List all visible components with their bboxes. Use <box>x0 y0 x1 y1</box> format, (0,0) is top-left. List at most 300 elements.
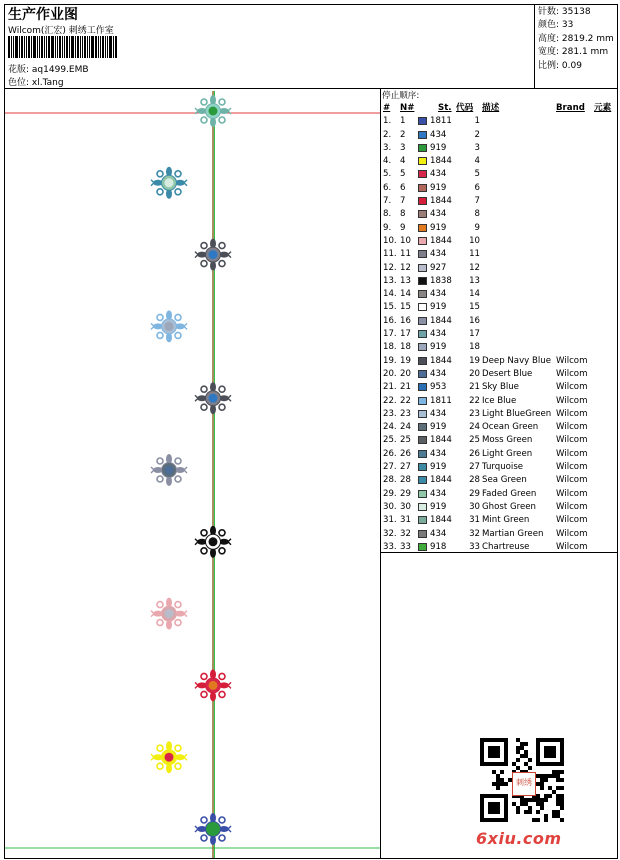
embroidery-motif <box>195 382 231 414</box>
row-stitches: 434 <box>430 448 447 459</box>
row-index: 8. <box>383 209 392 220</box>
row-code: 4 <box>474 156 480 167</box>
row-code: 20 <box>469 368 480 379</box>
color-swatch <box>418 264 427 272</box>
color-swatch <box>418 397 427 405</box>
row-brand: Wilcom <box>556 408 588 419</box>
row-needle: 4 <box>400 156 406 167</box>
row-index: 26. <box>383 448 397 459</box>
color-swatch <box>418 277 427 285</box>
color-swatch <box>418 210 427 218</box>
row-needle: 22 <box>400 395 411 406</box>
row-needle: 21 <box>400 382 411 393</box>
row-index: 32. <box>383 528 397 539</box>
legend-row <box>382 355 616 368</box>
row-needle: 27 <box>400 462 411 473</box>
row-code: 12 <box>469 262 480 273</box>
row-description: Deep Navy Blue <box>482 355 551 366</box>
row-stitches: 1844 <box>430 235 452 246</box>
row-index: 4. <box>383 156 392 167</box>
legend-row <box>382 395 616 408</box>
row-brand: Wilcom <box>556 395 588 406</box>
row-description: Turquoise <box>482 462 524 473</box>
color-swatch <box>418 516 427 524</box>
color-swatch <box>418 170 427 178</box>
row-stitches: 1844 <box>430 315 452 326</box>
row-index: 22. <box>383 395 397 406</box>
row-stitches: 434 <box>430 289 447 300</box>
legend-row <box>382 461 616 474</box>
row-index: 20. <box>383 368 397 379</box>
row-stitches: 1844 <box>430 435 452 446</box>
barcode-bar <box>21 36 23 58</box>
legend-row <box>382 528 616 541</box>
color-swatch <box>418 330 427 338</box>
row-description: Light BlueGreen <box>482 408 552 419</box>
legend-caption: 停止顺序: <box>382 91 420 101</box>
row-code: 25 <box>469 435 480 446</box>
row-description: Light Green <box>482 448 533 459</box>
color-swatch <box>418 463 427 471</box>
color-swatch <box>418 503 427 511</box>
legend-row <box>382 341 616 354</box>
row-index: 21. <box>383 382 397 393</box>
header-brand: Brand <box>556 103 585 113</box>
row-stitches: 919 <box>430 222 447 233</box>
barcode-bar <box>89 36 90 58</box>
row-code: 29 <box>469 488 480 499</box>
color-swatch <box>418 250 427 258</box>
barcode-bar <box>41 36 43 58</box>
row-index: 23. <box>383 408 397 419</box>
row-needle: 8 <box>400 209 406 220</box>
row-index: 15. <box>383 302 397 313</box>
pattern-label: 花版: <box>8 65 30 75</box>
row-stitches: 1844 <box>430 156 452 167</box>
row-index: 31. <box>383 515 397 526</box>
row-index: 7. <box>383 196 392 207</box>
stat-colors: 颜色: 33 <box>538 20 574 31</box>
row-stitches: 434 <box>430 368 447 379</box>
row-index: 1. <box>383 116 392 127</box>
legend-row <box>382 222 616 235</box>
row-stitches: 919 <box>430 182 447 193</box>
row-index: 16. <box>383 315 397 326</box>
row-brand: Wilcom <box>556 435 588 446</box>
row-needle: 10 <box>400 235 411 246</box>
legend-row <box>382 501 616 514</box>
stat-scale: 比例: 0.09 <box>538 60 582 71</box>
legend-rows <box>382 115 616 554</box>
row-description: Sea Green <box>482 475 527 486</box>
color-swatch <box>418 476 427 484</box>
legend-row <box>382 408 616 421</box>
legend-row <box>382 448 616 461</box>
row-needle: 20 <box>400 368 411 379</box>
barcode-bar <box>24 36 25 58</box>
barcode-bar <box>84 36 86 58</box>
row-stitches: 918 <box>430 541 447 552</box>
color-swatch <box>418 530 427 538</box>
barcode-bar <box>48 36 50 58</box>
stat-height: 高度: 2819.2 mm <box>538 33 614 44</box>
row-needle: 6 <box>400 182 406 193</box>
row-brand: Wilcom <box>556 501 588 512</box>
row-needle: 31 <box>400 515 411 526</box>
row-stitches: 434 <box>430 488 447 499</box>
barcode-bar <box>39 36 40 58</box>
color-legend <box>382 90 616 554</box>
row-needle: 29 <box>400 488 411 499</box>
row-stitches: 919 <box>430 342 447 353</box>
row-needle: 19 <box>400 355 411 366</box>
embroidery-motif <box>151 741 187 773</box>
legend-row <box>382 208 616 221</box>
color-swatch <box>418 383 427 391</box>
row-code: 2 <box>474 129 480 140</box>
embroidery-motif <box>151 598 187 630</box>
row-description: Martian Green <box>482 528 544 539</box>
row-needle: 11 <box>400 249 411 260</box>
row-index: 14. <box>383 289 397 300</box>
legend-row <box>382 248 616 261</box>
stats-panel <box>538 6 614 73</box>
barcode-bar <box>33 36 36 58</box>
barcode-bar <box>77 36 79 58</box>
barcode-bar <box>62 36 63 58</box>
legend-row <box>382 155 616 168</box>
barcode-bar <box>66 36 68 58</box>
row-brand: Wilcom <box>556 515 588 526</box>
row-index: 6. <box>383 182 392 193</box>
row-needle: 26 <box>400 448 411 459</box>
barcode-bar <box>28 36 30 58</box>
row-index: 25. <box>383 435 397 446</box>
row-code: 5 <box>474 169 480 180</box>
barcode-bar <box>26 36 27 58</box>
barcode-bar <box>13 36 14 58</box>
row-needle: 7 <box>400 196 406 207</box>
row-code: 23 <box>469 408 480 419</box>
row-code: 18 <box>469 342 480 353</box>
row-code: 9 <box>474 222 480 233</box>
barcode-bar <box>109 36 112 58</box>
row-needle: 23 <box>400 408 411 419</box>
row-index: 24. <box>383 422 397 433</box>
barcode-bar <box>64 36 65 58</box>
color-swatch <box>418 450 427 458</box>
legend-row <box>382 474 616 487</box>
row-needle: 12 <box>400 262 411 273</box>
row-brand: Wilcom <box>556 422 588 433</box>
header-stats-divider <box>534 4 535 88</box>
legend-row <box>382 195 616 208</box>
row-index: 28. <box>383 475 397 486</box>
row-stitches: 1844 <box>430 355 452 366</box>
pattern-value: aq1499.EMB <box>31 65 89 75</box>
embroidery-motif <box>151 310 187 342</box>
row-stitches: 434 <box>430 249 447 260</box>
row-stitches: 434 <box>430 209 447 220</box>
legend-row <box>382 168 616 181</box>
row-index: 3. <box>383 142 392 153</box>
color-swatch <box>418 423 427 431</box>
barcode-bar <box>44 36 45 58</box>
color-swatch <box>418 303 427 311</box>
barcode-bar <box>107 36 108 58</box>
row-code: 21 <box>469 382 480 393</box>
row-code: 26 <box>469 448 480 459</box>
color-swatch <box>418 197 427 205</box>
row-stitches: 434 <box>430 408 447 419</box>
color-swatch <box>418 357 427 365</box>
color-swatch <box>418 237 427 245</box>
row-brand: Wilcom <box>556 462 588 473</box>
row-description: Sky Blue <box>482 382 519 393</box>
legend-row <box>382 288 616 301</box>
row-index: 33. <box>383 541 397 552</box>
row-needle: 14 <box>400 289 411 300</box>
barcode-bar <box>59 36 61 58</box>
legend-row <box>382 381 616 394</box>
header-elem: 元素 <box>594 103 612 113</box>
row-code: 32 <box>469 528 480 539</box>
row-index: 17. <box>383 329 397 340</box>
row-index: 9. <box>383 222 392 233</box>
barcode-bar <box>105 36 106 58</box>
pattern-line <box>8 62 89 75</box>
legend-row <box>382 275 616 288</box>
color-swatch <box>418 131 427 139</box>
barcode-bar <box>115 36 117 58</box>
row-code: 6 <box>474 182 480 193</box>
color-swatch <box>418 410 427 418</box>
row-stitches: 927 <box>430 262 447 273</box>
row-index: 30. <box>383 501 397 512</box>
barcode-bar <box>15 36 18 58</box>
color-swatch <box>418 436 427 444</box>
embroidery-motif <box>151 454 187 486</box>
color-swatch <box>418 290 427 298</box>
row-description: Mint Green <box>482 515 530 526</box>
row-needle: 9 <box>400 222 406 233</box>
row-description: Chartreuse <box>482 541 530 552</box>
header-no: N# <box>400 103 415 113</box>
legend-header-row <box>382 102 616 115</box>
row-needle: 17 <box>400 329 411 340</box>
row-code: 33 <box>469 541 480 552</box>
barcode-bar <box>100 36 101 58</box>
row-needle: 25 <box>400 435 411 446</box>
color-swatch <box>418 543 427 551</box>
embroidery-motif <box>151 167 187 199</box>
row-index: 10. <box>383 235 397 246</box>
row-brand: Wilcom <box>556 355 588 366</box>
header-code: 代码 <box>456 103 474 113</box>
row-index: 18. <box>383 342 397 353</box>
row-index: 19. <box>383 355 397 366</box>
row-code: 11 <box>469 249 480 260</box>
design-legend-divider <box>380 88 381 859</box>
legend-row <box>382 182 616 195</box>
color-swatch <box>418 144 427 152</box>
legend-row <box>382 514 616 527</box>
row-needle: 15 <box>400 302 411 313</box>
row-stitches: 919 <box>430 142 447 153</box>
row-needle: 33 <box>400 541 411 552</box>
row-brand: Wilcom <box>556 448 588 459</box>
row-code: 16 <box>469 315 480 326</box>
row-stitches: 1838 <box>430 275 452 286</box>
site-watermark: 6xiu.com <box>476 829 562 848</box>
legend-row <box>382 421 616 434</box>
row-brand: Wilcom <box>556 368 588 379</box>
row-needle: 32 <box>400 528 411 539</box>
row-stitches: 434 <box>430 528 447 539</box>
legend-row <box>382 328 616 341</box>
row-needle: 5 <box>400 169 406 180</box>
row-description: Moss Green <box>482 435 533 446</box>
row-code: 15 <box>469 302 480 313</box>
embroidery-motif <box>195 95 231 127</box>
design-preview <box>5 89 380 858</box>
sheet-title: 生产作业图 <box>8 7 78 23</box>
row-code: 30 <box>469 501 480 512</box>
barcode-bar <box>57 36 58 58</box>
barcode-bar <box>80 36 81 58</box>
color-swatch <box>418 184 427 192</box>
legend-row <box>382 262 616 275</box>
legend-row <box>382 115 616 128</box>
color-swatch <box>418 370 427 378</box>
embroidery-motif <box>195 813 231 845</box>
row-stitches: 434 <box>430 169 447 180</box>
barcode-bar <box>87 36 88 58</box>
barcode-bar <box>37 36 38 58</box>
row-code: 10 <box>469 235 480 246</box>
row-needle: 3 <box>400 142 406 153</box>
color-swatch <box>418 157 427 165</box>
color-swatch <box>418 317 427 325</box>
row-stitches: 953 <box>430 382 447 393</box>
row-brand: Wilcom <box>556 488 588 499</box>
barcode-bar <box>91 36 94 58</box>
row-code: 19 <box>469 355 480 366</box>
row-code: 8 <box>474 209 480 220</box>
row-needle: 13 <box>400 275 411 286</box>
row-index: 2. <box>383 129 392 140</box>
color-position-value: xl.Tang <box>31 78 64 88</box>
row-needle: 16 <box>400 315 411 326</box>
row-index: 27. <box>383 462 397 473</box>
row-stitches: 1811 <box>430 116 452 127</box>
row-stitches: 1844 <box>430 515 452 526</box>
legend-row <box>382 235 616 248</box>
row-needle: 28 <box>400 475 411 486</box>
row-brand: Wilcom <box>556 382 588 393</box>
barcode-bar <box>31 36 32 58</box>
embroidery-motif <box>195 239 231 271</box>
barcode-bar <box>75 36 76 58</box>
legend-row <box>382 315 616 328</box>
row-stitches: 919 <box>430 422 447 433</box>
color-swatch <box>418 224 427 232</box>
row-needle: 2 <box>400 129 406 140</box>
row-brand: Wilcom <box>556 475 588 486</box>
barcode-bar <box>98 36 99 58</box>
row-stitches: 1811 <box>430 395 452 406</box>
row-needle: 18 <box>400 342 411 353</box>
color-swatch <box>418 490 427 498</box>
row-stitches: 919 <box>430 462 447 473</box>
row-stitches: 1844 <box>430 196 452 207</box>
studio-subtitle: Wilcom(汇宏) 刺绣工作室 <box>8 26 114 36</box>
row-index: 5. <box>383 169 392 180</box>
color-position-label: 色位: <box>8 78 30 88</box>
embroidery-motif <box>195 669 231 701</box>
barcode-bar <box>8 36 10 58</box>
row-stitches: 919 <box>430 501 447 512</box>
row-code: 27 <box>469 462 480 473</box>
row-index: 13. <box>383 275 397 286</box>
row-code: 3 <box>474 142 480 153</box>
barcode-bar <box>69 36 70 58</box>
barcode-bar <box>95 36 97 58</box>
row-code: 22 <box>469 395 480 406</box>
row-code: 7 <box>474 196 480 207</box>
row-description: Faded Green <box>482 488 537 499</box>
row-needle: 30 <box>400 501 411 512</box>
row-description: Ice Blue <box>482 395 517 406</box>
row-code: 13 <box>469 275 480 286</box>
row-stitches: 434 <box>430 329 447 340</box>
row-stitches: 434 <box>430 129 447 140</box>
embroidery-motif <box>195 526 231 558</box>
row-needle: 24 <box>400 422 411 433</box>
legend-row <box>382 368 616 381</box>
row-code: 1 <box>474 116 480 127</box>
barcode-bar <box>55 36 56 58</box>
legend-row <box>382 434 616 447</box>
stat-stitches: 针数: 35138 <box>538 7 591 17</box>
header-st: St. <box>438 103 452 113</box>
row-description: Desert Blue <box>482 368 533 379</box>
barcode-bar <box>11 36 12 58</box>
row-index: 11. <box>383 249 397 260</box>
legend-row <box>382 142 616 155</box>
barcode-bar <box>19 36 20 58</box>
header-desc: 描述 <box>482 103 500 113</box>
row-code: 24 <box>469 422 480 433</box>
seal-stamp: 刺绣 <box>512 772 536 796</box>
barcode-bar <box>51 36 54 58</box>
row-needle: 1 <box>400 116 406 127</box>
row-stitches: 1844 <box>430 475 452 486</box>
stat-width: 宽度: 281.1 mm <box>538 47 609 58</box>
row-code: 31 <box>469 515 480 526</box>
barcode-bar <box>46 36 47 58</box>
barcode-bar <box>82 36 83 58</box>
row-index: 12. <box>383 262 397 273</box>
header-idx: # <box>383 103 391 113</box>
barcode <box>8 36 130 58</box>
color-swatch <box>418 343 427 351</box>
legend-row <box>382 301 616 314</box>
barcode-bar <box>102 36 104 58</box>
row-stitches: 919 <box>430 302 447 313</box>
barcode-bar <box>71 36 74 58</box>
legend-row <box>382 541 616 554</box>
